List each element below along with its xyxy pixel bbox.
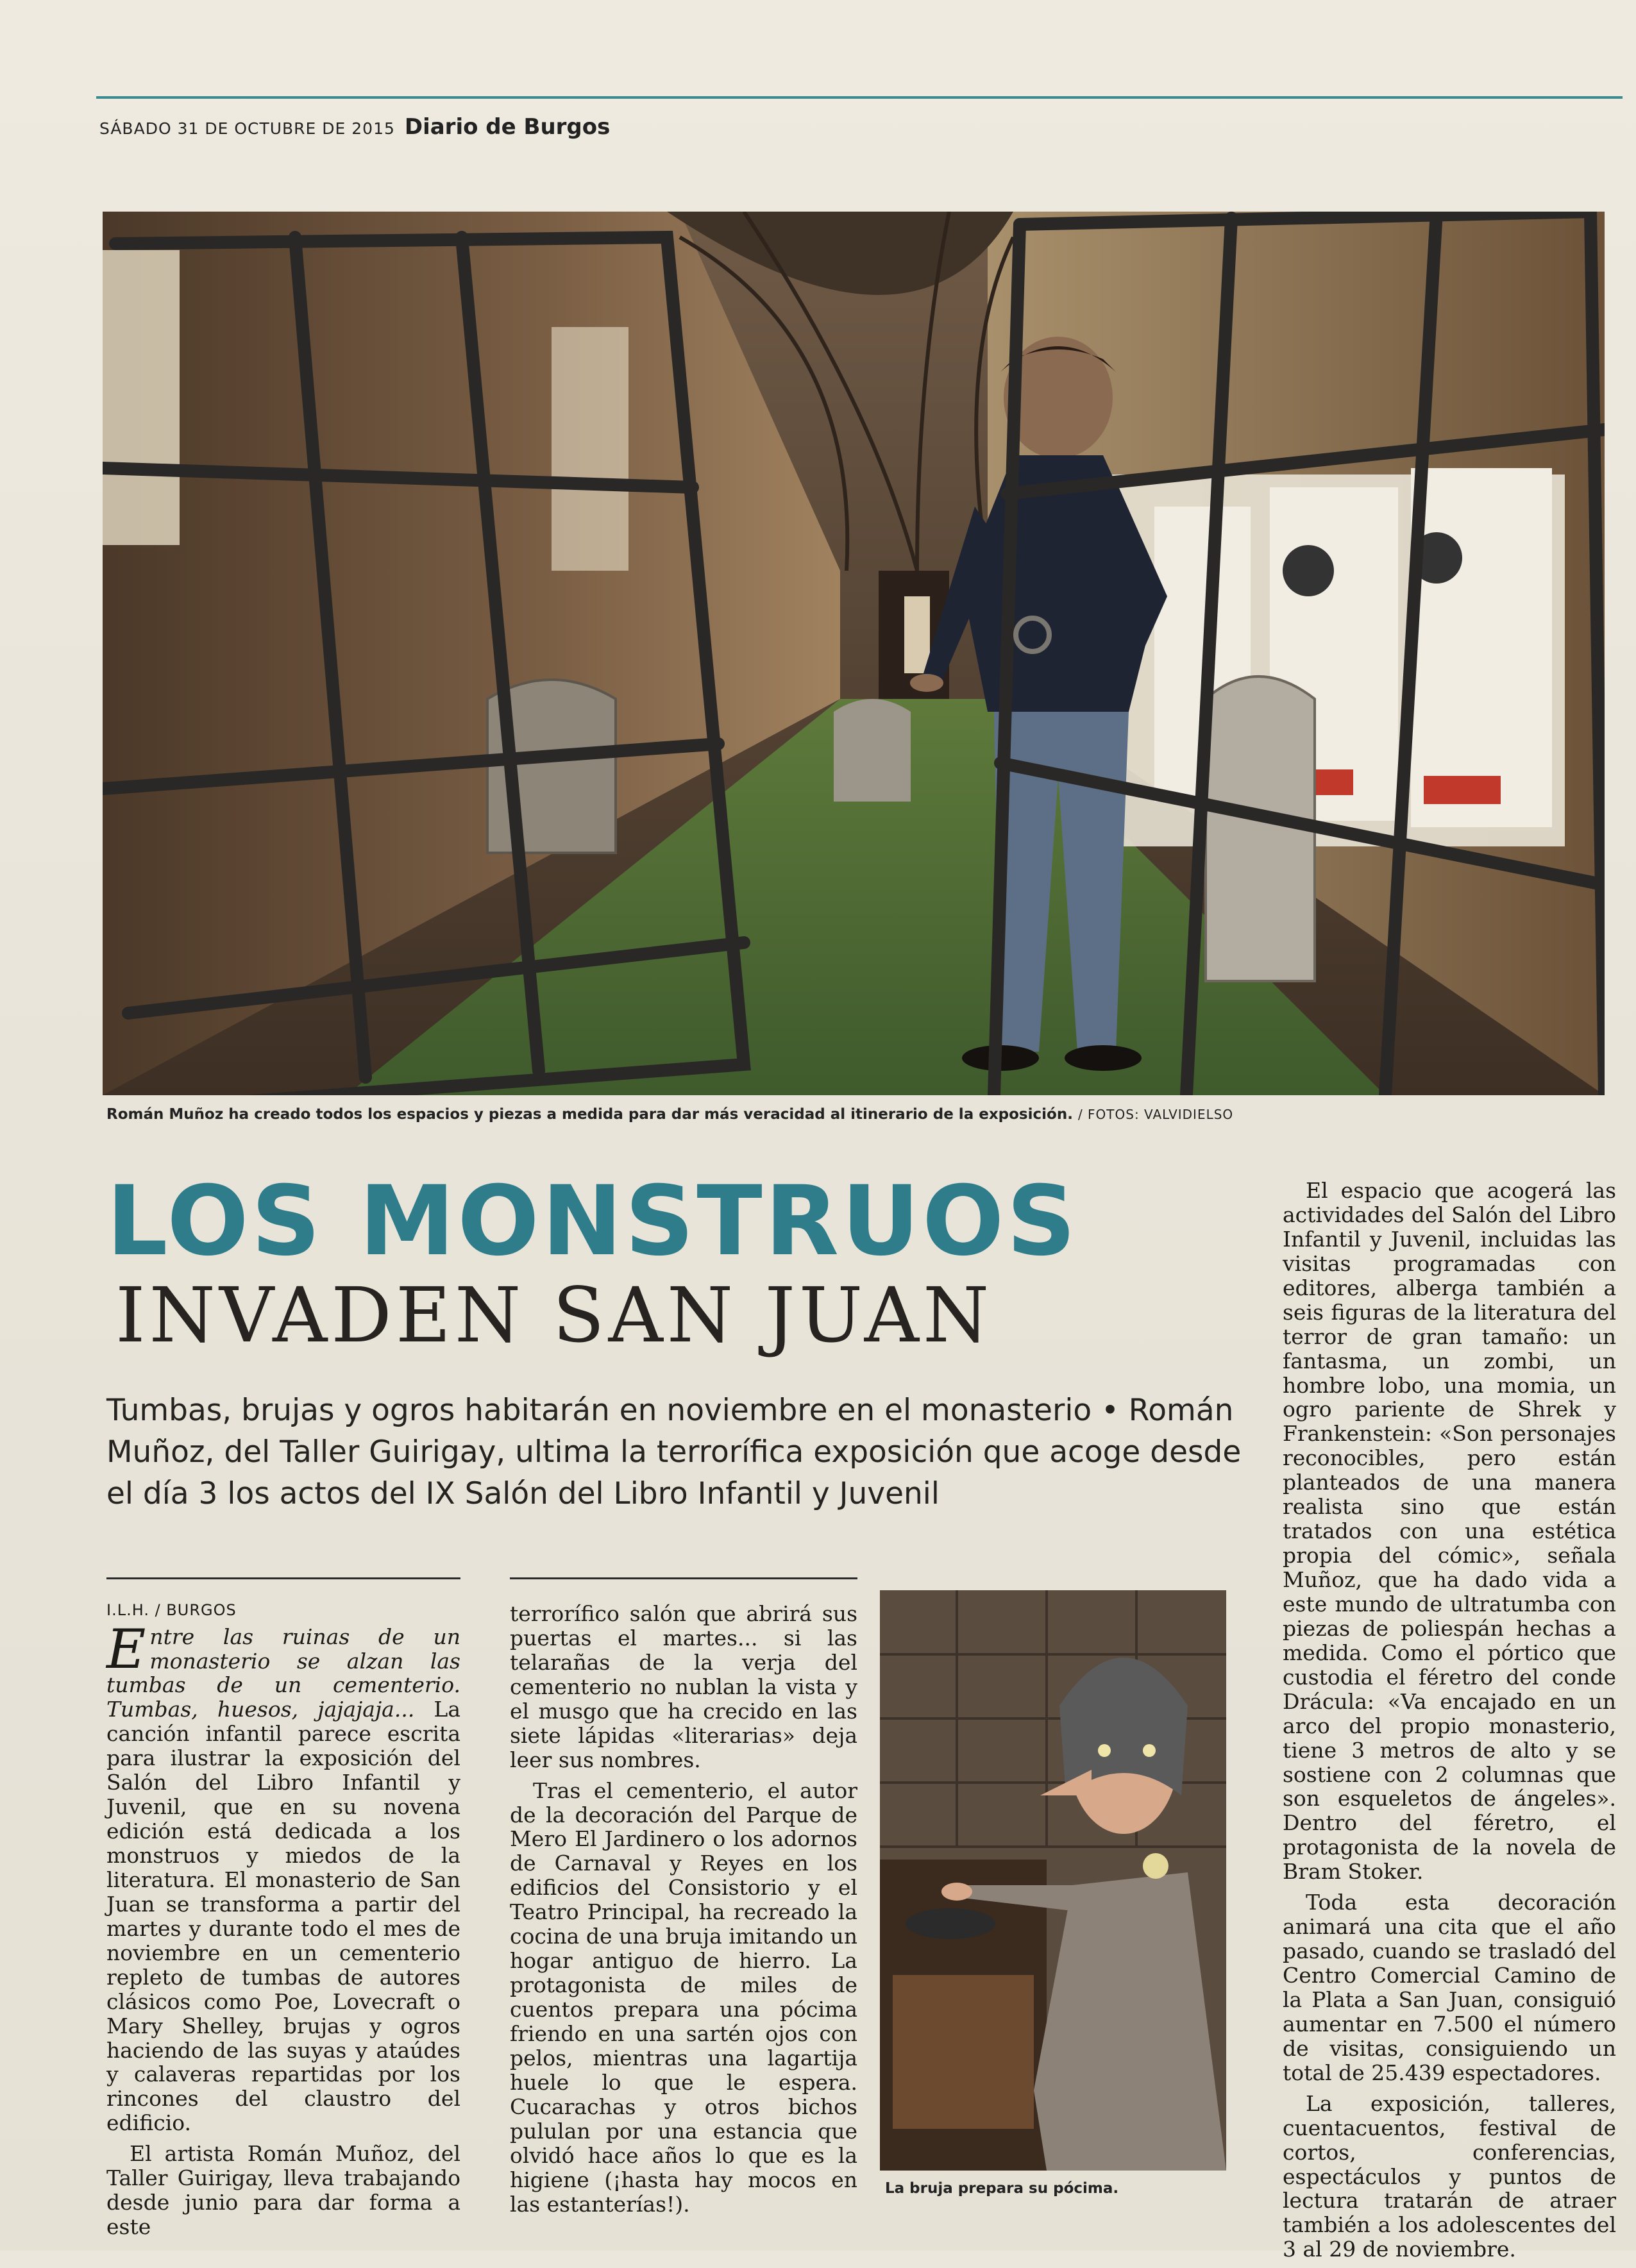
paragraph: terrorífico salón que abrirá sus puertas el martes... si las telarañas de la verja del cementerio no nublan la vista y el musgo que ha crecido en las siete lápidas «literarias» deja leer sus nombres. <box>510 1601 857 1772</box>
witch-photo-caption: La bruja prepara su pócima. <box>885 2180 1119 2197</box>
lead-rest: La canción infantil parece escrita para ilustrar la exposición del Salón del Libro Infantil y Juvenil, que en su novena edición está dedicada a los monstruos y miedos de la literatura. El monasterio de San Juan se transforma a partir del martes y durante todo el mes de noviembre en un cementerio repleto de tumbas de autores clásicos como Poe, Lovecraft o Mary Shelley, brujas y ogros haciendo de las suyas y ataúdes y calaveras repartidas por los rincones del claustro del edificio. <box>106 1697 461 2136</box>
article-column-4 <box>1283 1179 1616 2268</box>
main-photo-caption <box>106 1106 1581 1123</box>
subheadline: Tumbas, brujas y ogros habitarán en noviembre en el monasterio • Román Muñoz, del Taller Guirigay, ultima la terrorífica exposición que acoge desde el día 3 los actos del IX Salón del Libro Infantil y Juvenil <box>106 1393 1242 1511</box>
column-rule-2 <box>510 1577 857 1579</box>
issue-date: SÁBADO 31 DE OCTUBRE DE 2015 <box>99 119 395 138</box>
witch-kitchen-illustration <box>880 1590 1226 2171</box>
article-column-1 <box>106 1602 460 2246</box>
paragraph: Tras el cementerio, el autor de la decoración del Parque de Mero El Jardinero o los adornos de Carnaval y Reyes en los edificios del Consistorio y el Teatro Principal, ha recreado la cocina de una bruja imitando un hogar antiguo de hierro. La protagonista de miles de cuentos prepara una pócima friendo en una sartén ojos con pelos, mientras una lagartija huele lo que le espera. Cucarachas y otros bichos pululan por una estancia que olvidó hace años lo que es la higiene (¡hasta hay mocos en las estanterías!). <box>510 1777 857 2217</box>
witch-photo <box>880 1590 1226 2171</box>
photo-credit: / FOTOS: VALVIDIELSO <box>1077 1107 1234 1122</box>
headline-line-1: LOS MONSTRUOS <box>106 1166 1079 1277</box>
lead-paragraph <box>106 1617 461 2136</box>
folio <box>99 114 610 140</box>
paragraph: El espacio que acogerá las actividades del Salón del Libro Infantil y Juvenil, incluidas las visitas programadas con editores, alberga también a seis figuras de la literatura del terror de gran tamaño: un fantasma, un zombi, un hombre lobo, una momia, un ogro pariente de Shrek y Frankenstein: «Son personajes reconocibles, pero están planteados de una manera realista sino que están tratados con una estética propia del cómic», señala Muñoz, que ha dado vida a este mundo de ultratumba con piezas de poliespán hechas a medida. Como el pórtico que custodia el féretro del conde Drácula: «Va encajado en un arco del propio monasterio, tiene 3 metros de alto y se sostiene con 2 columnas que son esqueletos de ángeles». Dentro del féretro, el protagonista de la novela de Bram Stoker. <box>1283 1178 1616 1885</box>
paragraph: Toda esta decoración animará una cita que el año pasado, cuando se trasladó del Centro Comercial Camino de la Plata a San Juan, consiguió aumentar en 7.500 el número de visitas, consiguiendo un total de 25.439 espectadores. <box>1283 1890 1616 2085</box>
drop-cap: E <box>106 1617 146 1681</box>
newspaper-name: Diario de Burgos <box>404 114 611 140</box>
article-column-2 <box>510 1602 857 2222</box>
lead-italic: ntre las ruinas de un monasterio se alzan las tumbas de un cementerio. Tumbas, huesos, jajajaja... <box>106 1624 460 1722</box>
headline-line-2: INVADEN SAN JUAN <box>115 1271 993 1359</box>
main-caption-text: Román Muñoz ha creado todos los espacios y piezas a medida para dar más veracidad al itinerario de la exposición. <box>106 1106 1073 1123</box>
byline: I.L.H. / BURGOS <box>106 1601 237 1619</box>
main-photo <box>103 212 1605 1095</box>
paragraph: La exposición, talleres, cuentacuentos, festival de cortos, conferencias, espectáculos y puntos de lectura tratarán de atraer también a los adolescentes del 3 al 29 de noviembre. <box>1283 2090 1616 2262</box>
paragraph: El artista Román Muñoz, del Taller Guirigay, lleva trabajando desde junio para dar forma a este <box>106 2141 460 2240</box>
cloister-gate-illustration <box>103 212 1605 1095</box>
column-rule-1 <box>106 1577 460 1579</box>
top-rule <box>96 96 1623 99</box>
